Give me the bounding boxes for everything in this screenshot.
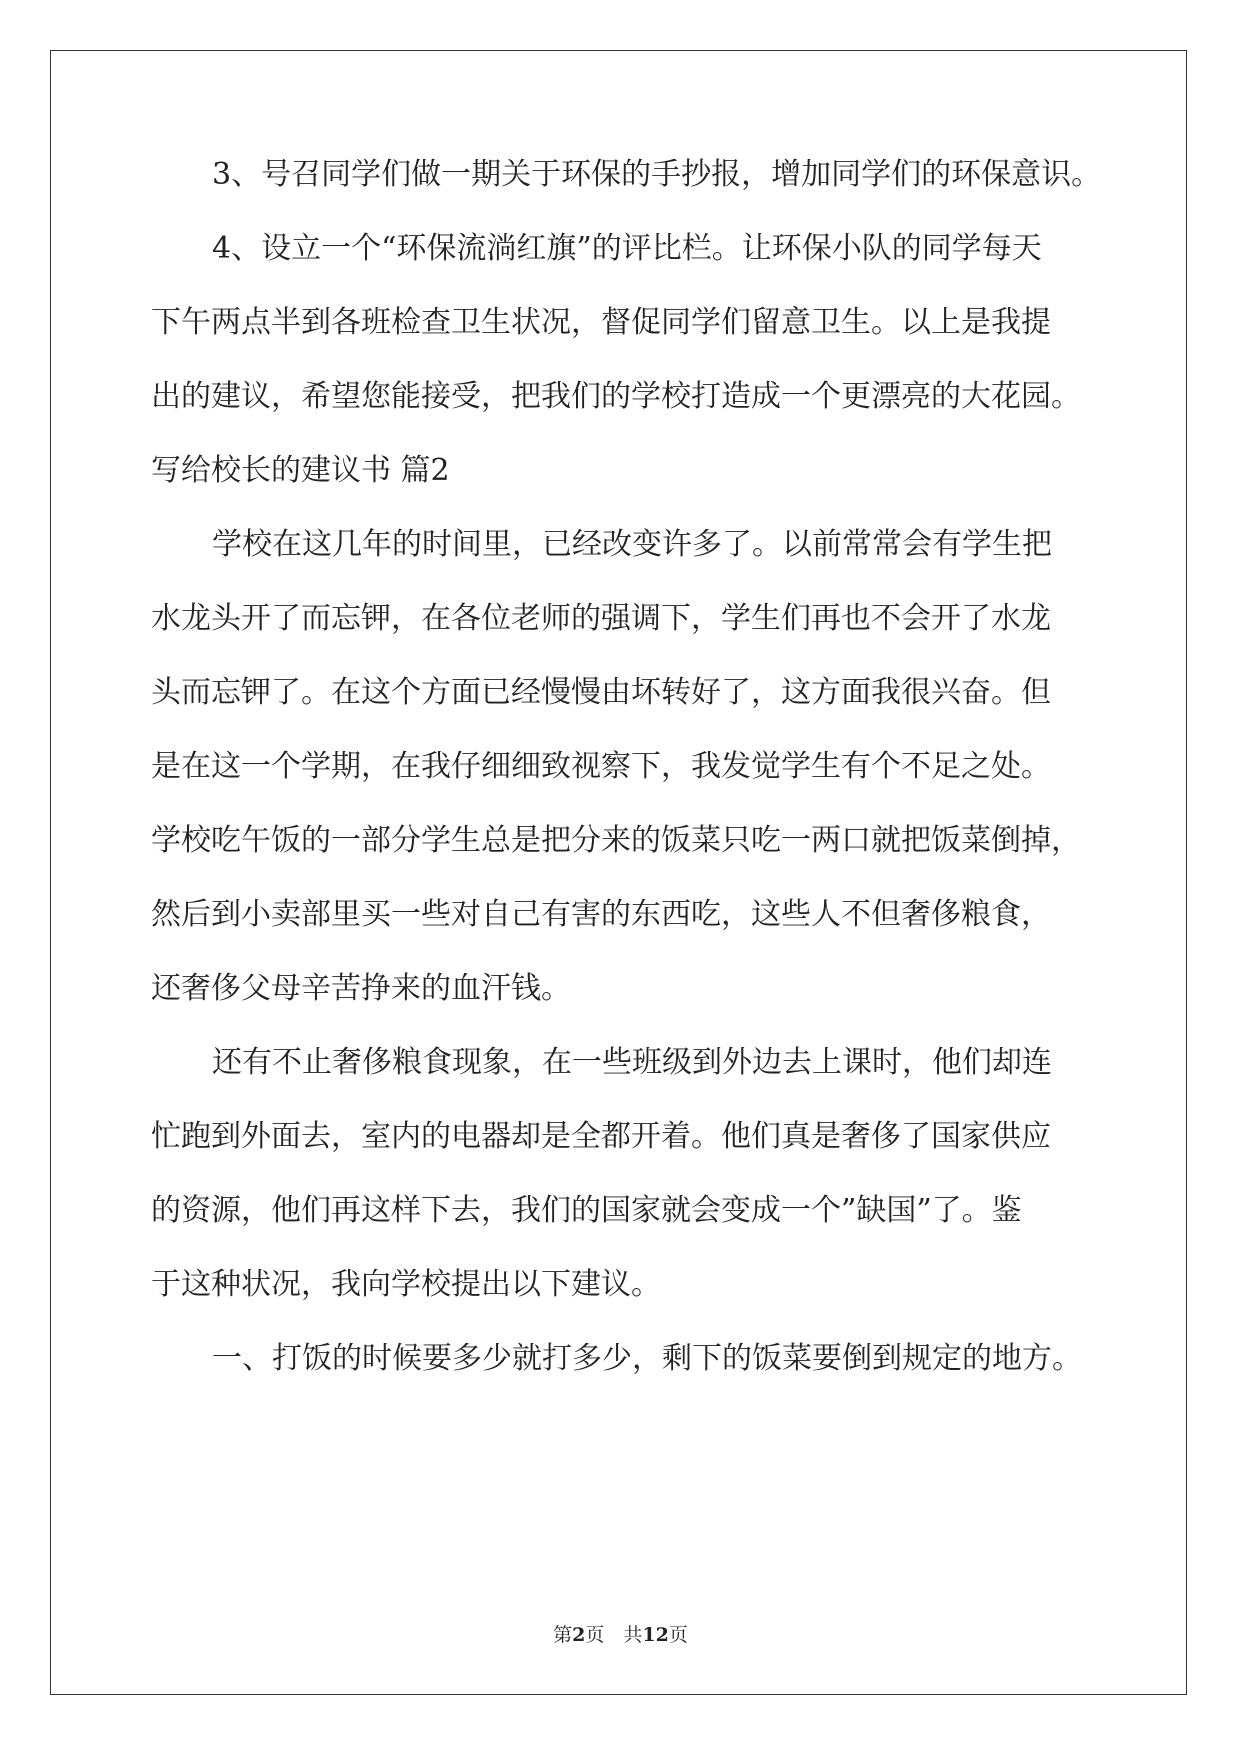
- paragraph-line: 于这种状况，我向学校提出以下建议。: [151, 1267, 661, 1302]
- page-footer: [0, 1623, 1241, 1647]
- paragraph-line: 4、设立一个“环保流淌红旗”的评比栏。让环保小队的同学每天: [212, 231, 1042, 266]
- paragraph-line: 水龙头开了而忘钾，在各位老师的强调下，学生们再也不会开了水龙: [151, 601, 1051, 636]
- paragraph-line: 3、号召同学们做一期关于环保的手抄报，增加同学们的环保意识。: [212, 157, 1102, 192]
- total-page-number: 12: [642, 1624, 669, 1646]
- paragraph-line: 头而忘钾了。在这个方面已经慢慢由坏转好了，这方面我很兴奋。但: [151, 675, 1051, 710]
- paragraph-line: 一、打饭的时候要多少就打多少，剩下的饭菜要倒到规定的地方。: [212, 1341, 1082, 1376]
- paragraph-line: 忙跑到外面去，室内的电器却是全都开着。他们真是奢侈了国家供应: [151, 1119, 1051, 1154]
- paragraph-line: 然后到小卖部里买一些对自己有害的东西吃，这些人不但奢侈粮食，: [151, 897, 1051, 932]
- page-border: [50, 50, 1187, 1695]
- footer-suffix: 页: [668, 1624, 688, 1646]
- paragraph-line: 下午两点半到各班检查卫生状况，督促同学们留意卫生。以上是我提: [151, 305, 1051, 340]
- footer-middle: 页 共: [585, 1624, 643, 1646]
- paragraph-line: 学校吃午饭的一部分学生总是把分来的饭菜只吃一两口就把饭菜倒掉，: [151, 823, 1081, 858]
- paragraph-line: 还有不止奢侈粮食现象，在一些班级到外边去上课时，他们却连: [212, 1045, 1052, 1080]
- current-page-number: 2: [572, 1624, 586, 1646]
- paragraph-line: 学校在这几年的时间里，已经改变许多了。以前常常会有学生把: [212, 527, 1052, 562]
- section-heading: 写给校长的建议书 篇2: [151, 453, 450, 488]
- paragraph-line: 是在这一个学期，在我仔细细致视察下，我发觉学生有个不足之处。: [151, 749, 1051, 784]
- paragraph-line: 还奢侈父母辛苦挣来的血汗钱。: [151, 971, 571, 1006]
- paragraph-line: 的资源，他们再这样下去，我们的国家就会变成一个”缺国”了。鉴: [151, 1193, 1022, 1228]
- footer-prefix: 第: [553, 1624, 573, 1646]
- paragraph-line: 出的建议，希望您能接受，把我们的学校打造成一个更漂亮的大花园。: [151, 379, 1081, 414]
